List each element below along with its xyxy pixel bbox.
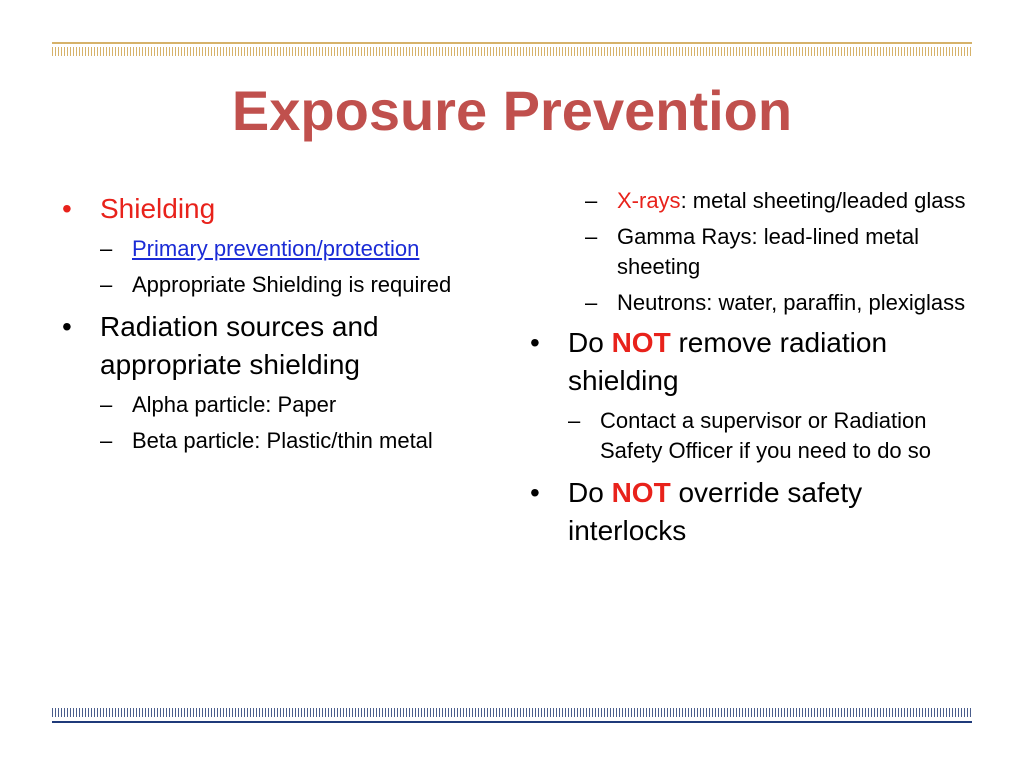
bullet-icon: • [530, 477, 540, 508]
beta-text: Beta particle: Plastic/thin metal [132, 428, 433, 453]
alpha-text: Alpha particle: Paper [132, 392, 337, 417]
bullet-do-not-override [530, 474, 970, 550]
radiation-sources-text: Radiation sources and appropriate shielding [100, 311, 379, 380]
bottom-decorative-rule [52, 708, 972, 726]
bullet-icon: • [530, 327, 540, 358]
sub-neutrons [585, 288, 970, 318]
override-text: override safety interlocks [568, 477, 863, 546]
contact-text: Contact a supervisor or Radiation Safety Officer if you need to do so [600, 408, 932, 463]
xrays-text: : metal sheeting/leaded glass [680, 188, 966, 213]
dash-icon: – [100, 428, 113, 453]
not-emphasis: NOT [611, 327, 671, 358]
dash-icon: – [100, 272, 113, 297]
remove-text: remove radiation shielding [568, 327, 888, 396]
bullet-icon: • [62, 193, 72, 224]
bullet-radiation-sources [62, 308, 472, 456]
bullet-do-not-remove [530, 324, 970, 466]
do-word: Do [568, 327, 604, 358]
dash-icon: – [100, 236, 113, 261]
sub-gamma [585, 222, 970, 282]
sub-alpha [100, 390, 472, 420]
top-decorative-rule [52, 42, 972, 58]
sub-contact [568, 406, 970, 466]
shielding-label: Shielding [100, 193, 216, 224]
neutrons-text: Neutrons: water, paraffin, plexiglass [617, 290, 966, 315]
sub-beta [100, 426, 472, 456]
not-emphasis: NOT [611, 477, 671, 508]
dash-icon: – [100, 392, 113, 417]
sub-primary [100, 234, 472, 264]
dash-icon: – [585, 224, 598, 249]
do-word: Do [568, 477, 604, 508]
right-column [530, 184, 970, 558]
slide-title: Exposure Prevention [231, 79, 793, 142]
bullet-icon: • [62, 311, 72, 342]
dash-icon: – [585, 188, 598, 213]
gamma-text: Gamma Rays: lead-lined metal sheeting [617, 224, 920, 279]
xrays-label: X-rays [617, 188, 681, 213]
left-column [62, 190, 472, 464]
sub-appropriate [100, 270, 472, 300]
sub-xrays [585, 186, 970, 216]
primary-prevention-link[interactable]: Primary prevention/protection [132, 236, 420, 261]
dash-icon: – [568, 408, 581, 433]
dash-icon: – [585, 290, 598, 315]
appropriate-text: Appropriate Shielding is required [132, 272, 452, 297]
bullet-shielding [62, 190, 472, 300]
